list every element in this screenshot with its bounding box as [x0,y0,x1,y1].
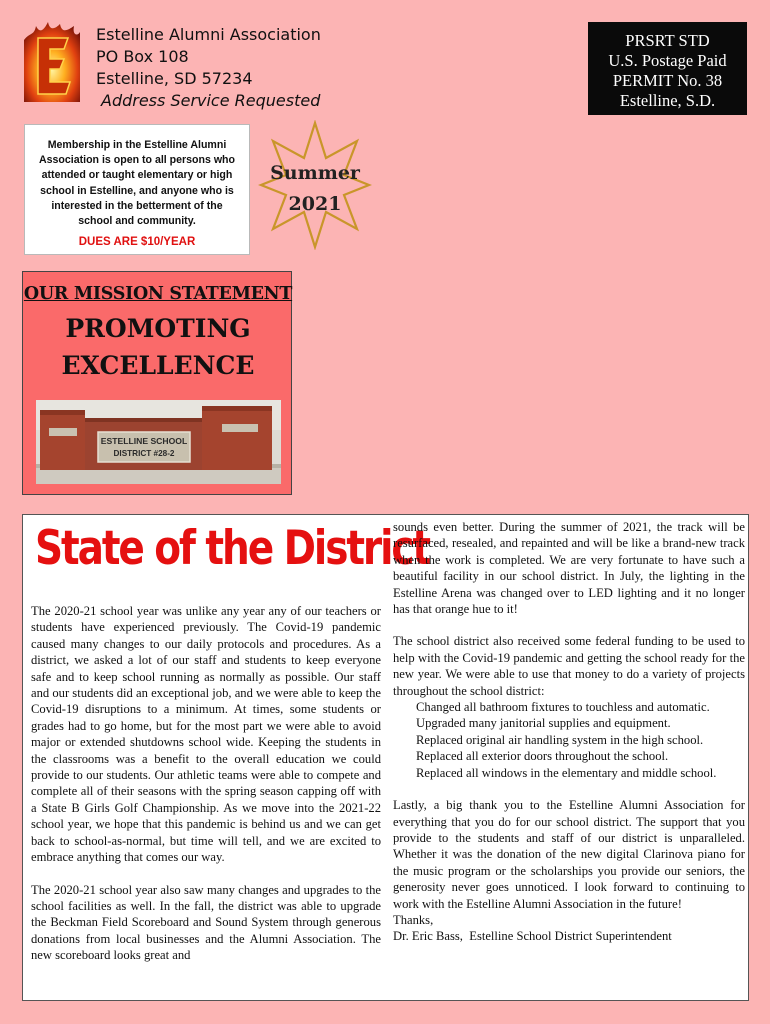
article-column-left [31,603,381,964]
article-paragraph: sounds even better. During the summer of 2021, the track will be resurfaced, resealed, and repainted and will be like a brand-new track when the work is completed. We are very fortunate to have such a beautiful facility in our school district. In July, the lighting in the Estelline Arena was changed over to LED lighting and it no longer has that orange hue to it! [393,520,745,617]
membership-dues: DUES ARE $10/YEAR [78,236,196,249]
mission-motto-line: EXCELLENCE [61,351,255,380]
mission-motto [23,310,293,384]
address-service-requested: Address Service Requested [101,91,321,110]
postage-line: PRSRT STD [625,31,710,50]
return-address [96,24,321,112]
article-closing: Thanks, [393,912,434,927]
address-line-po-box: PO Box 108 [96,47,189,66]
list-item: Replaced all exterior doors throughout the school. [416,749,669,764]
address-line-city: Estelline, SD 57234 [96,69,253,88]
issue-label [258,158,372,220]
mission-statement-box [22,271,292,495]
article-headline: State of the District [35,521,430,576]
postage-indicia [588,22,747,115]
list-item: Upgraded many janitorial supplies and equipment. [416,716,671,731]
issue-year: 2021 [288,193,342,215]
list-item: Changed all bathroom fixtures to touchless and automatic. [416,700,710,715]
list-item: Replaced original air handling system in the high school. [416,732,704,747]
postage-line: U.S. Postage Paid [608,51,727,70]
issue-season: Summer [270,162,360,184]
address-line-organization: Estelline Alumni Association [96,25,321,44]
sign-line-school: ESTELLINE SCHOOL [100,436,188,446]
mission-title: OUR MISSION STATEMENT [23,284,293,304]
postage-line: Estelline, S.D. [619,91,716,110]
article-signature: Dr. Eric Bass, Estelline School District Superintendent [393,929,672,944]
state-of-district-article [22,514,749,1001]
membership-box [24,124,250,255]
article-paragraph: Lastly, a big thank you to the Estelline Alumni Association for everything that you do for our school district. The support that you provide to the students and staff of our district is unparalleled. Whether it was the donation of the new digital Clarinova piano for the music program or the scholarships you provide our seniors, the generosity never goes unnoticed. I look forward to continuing to work with the Estelline Alumni Association in the future! [393,798,745,911]
article-column-right [393,519,745,945]
membership-text: Membership in the Estelline Alumni Association is open to all persons who attended or taught elementary or high school in Estelline, and anyone who is interested in the betterment of the school and community. [38,139,235,228]
mission-motto-line: PROMOTING [65,314,251,343]
sign-line-district: DISTRICT #28-2 [113,449,175,458]
flame-letter-e-logo [22,22,80,102]
postage-line: PERMIT No. 38 [612,71,723,90]
article-paragraph: The 2020-21 school year also saw many changes and upgrades to the school facilities as well. In the fall, the district was able to upgrade the Beckman Field Scoreboard and Sound System through generous donations from local businesses and the Alumni Association. The new scoreboard looks great and [31,882,381,963]
article-paragraph: The 2020-21 school year was unlike any year any of our teachers or students have experienced previously. The Covid-19 pandemic caused many changes to our daily protocols and procedures. As a district, we asked a lot of our staff and students to keep everyone safe and to keep school running as normally as possible. Our staff and our students did an exceptional job, and we were able to keep the Covid-19 disruptions to a minimum. At times, some students or grades had to go home, but for the most part we were able to avoid major or extended shutdowns school wide. Keeping the students in the classrooms was a benefit to the overall education we could provide to our students. Our athletic teams were able to compete and complete all of their seasons with the spring season capping off with a State B Girls Golf Championship. As we move into the 2021-22 school year, we hope that this pandemic is behind us and we can get back to school-as-normal, but time will tell, and we are excited to embrace anything that comes our way. [31,604,381,865]
article-paragraph: The school district also received some federal funding to be used to help with the Covid-19 pandemic and getting the school ready for the new year. We were able to use that money to do a variety of projects throughout the school district: [393,634,745,698]
projects-list [393,699,745,781]
list-item: Replaced all windows in the elementary and middle school. [416,765,717,780]
school-sign-photo [36,400,281,484]
